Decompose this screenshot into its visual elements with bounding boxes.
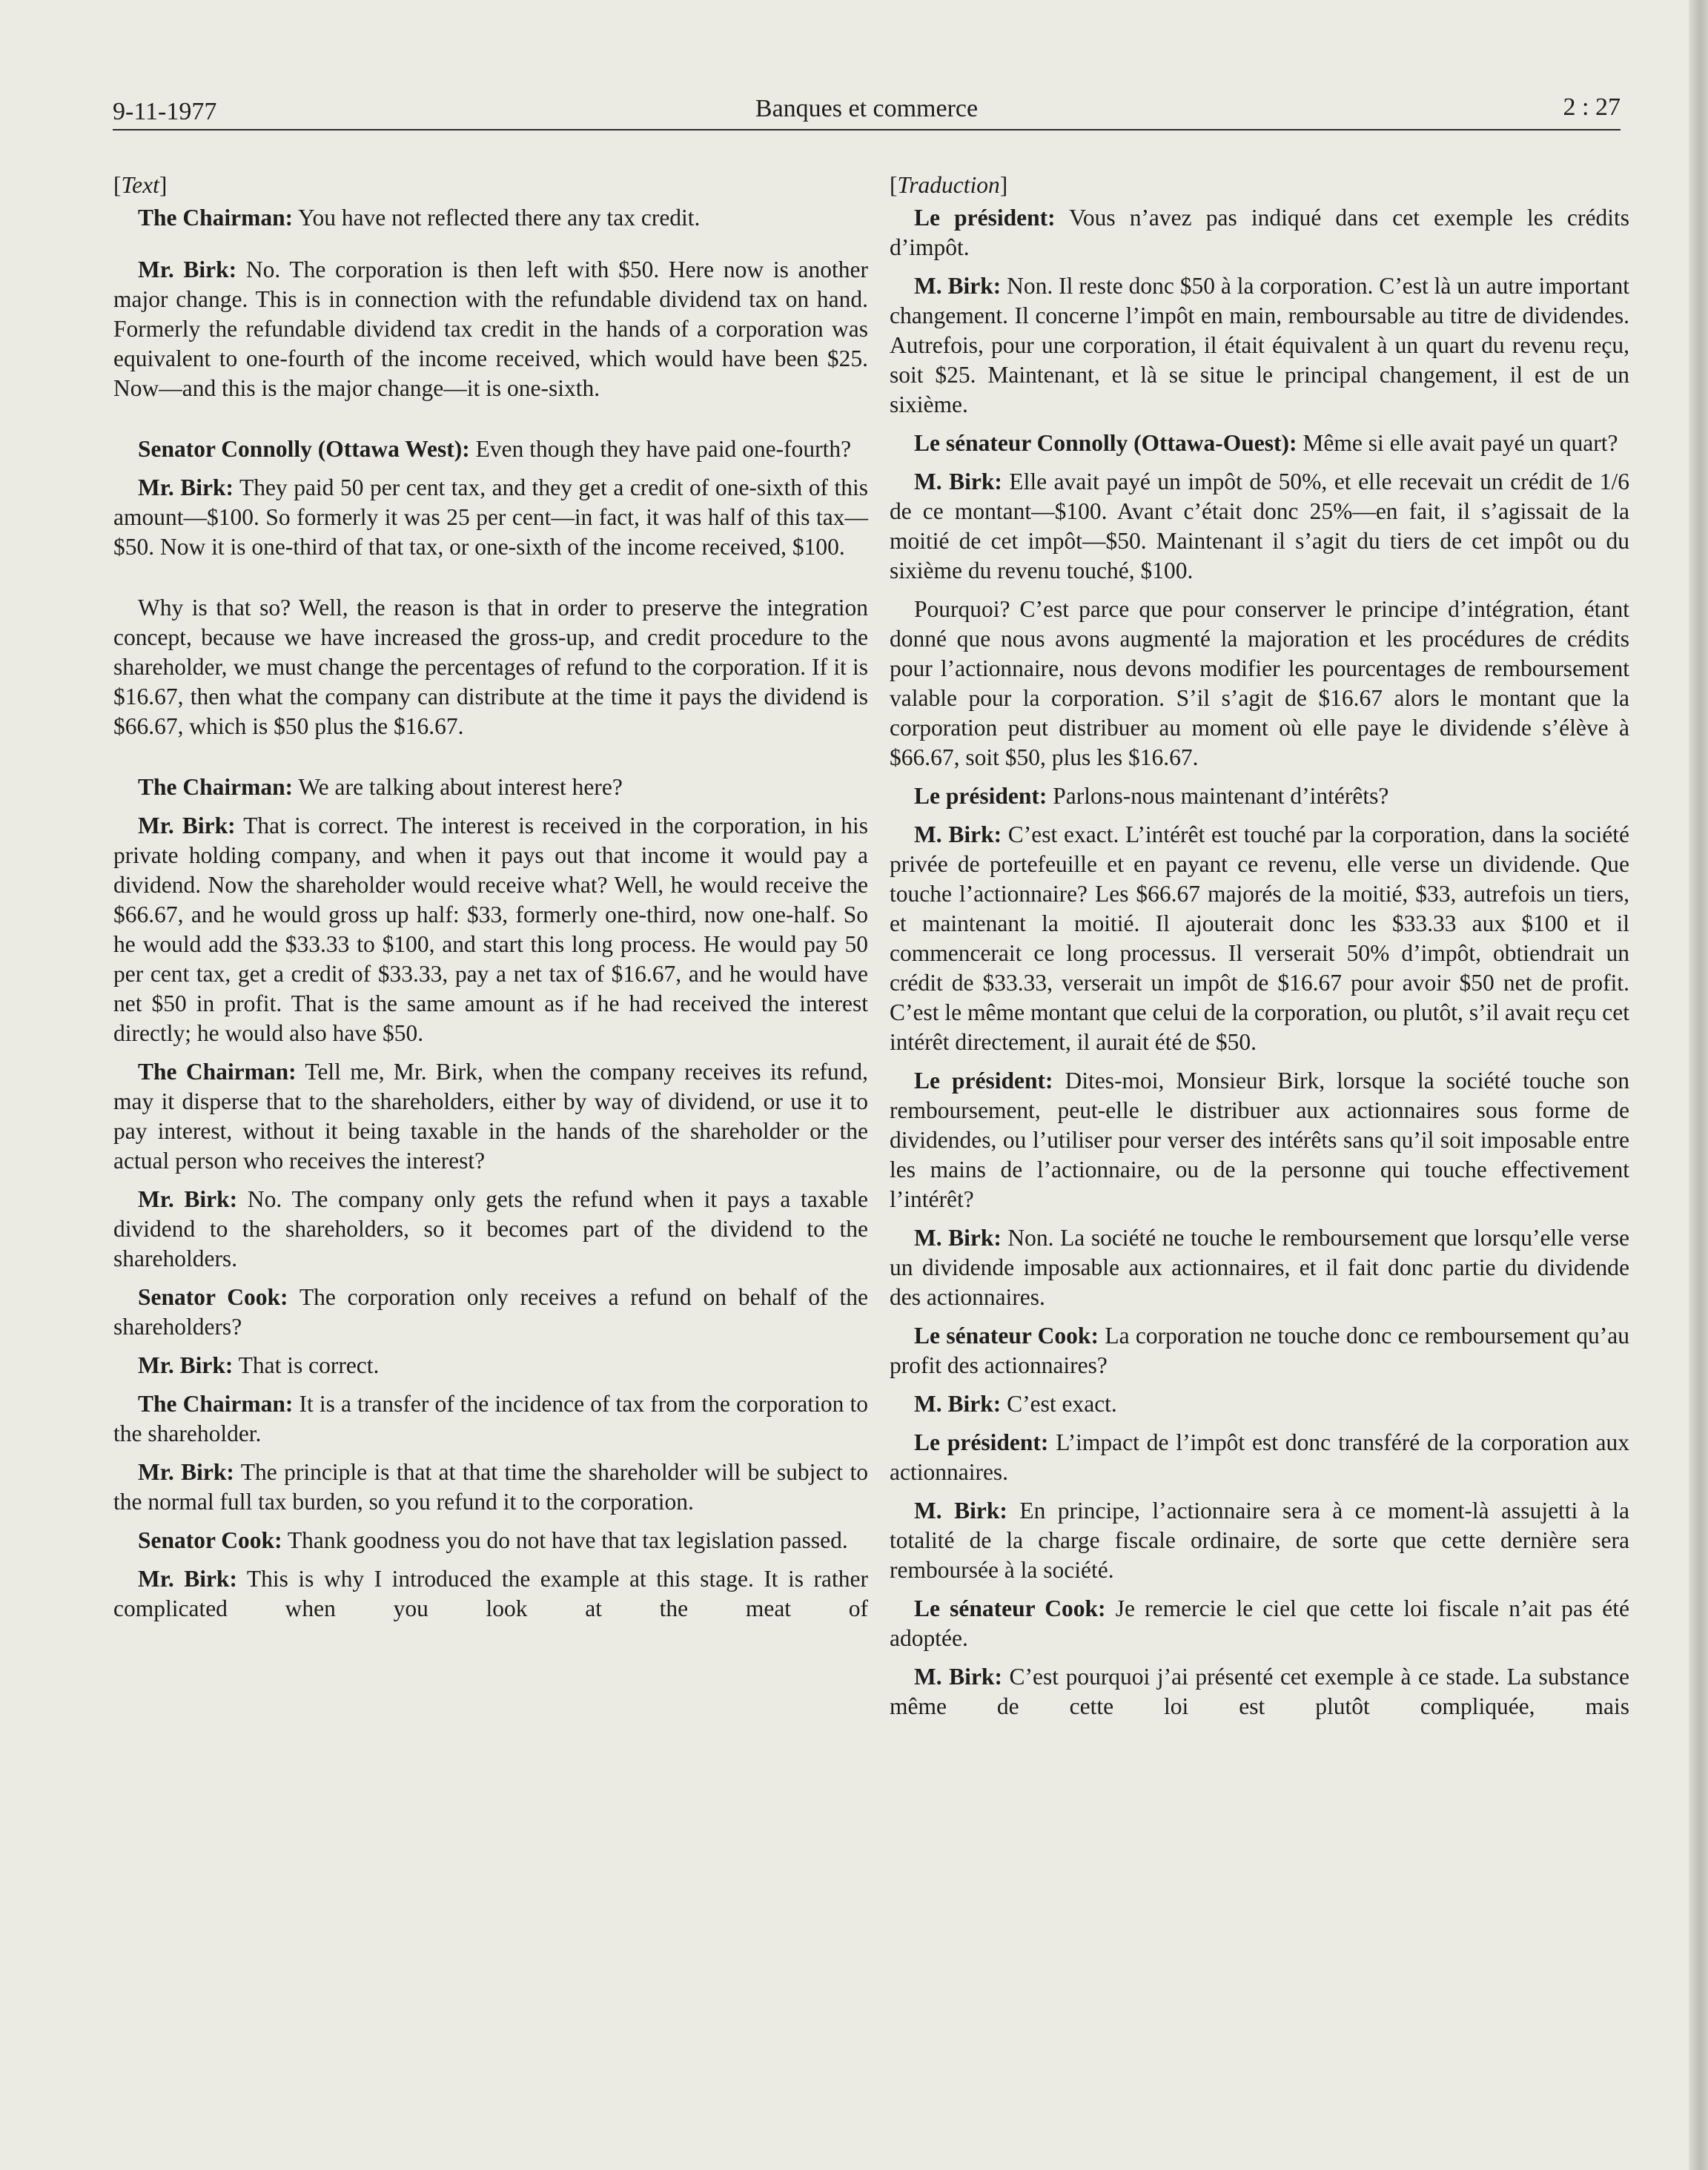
paragraph: Mr. Birk: That is correct. [138,1352,380,1378]
speaker: M. Birk: [914,1391,1002,1417]
text-tag: [Text] [113,172,168,198]
paragraph: Why is that so? Well, the reason is that in order to preserve the integration concept, because we have increased the gross-up, and credit procedure to the shareholder, we must change the percentages of refund to the corporation. If it is $16.67, then what the company can distribute at the time it pays the dividend is $66.67, which is $50 plus the $16.67. [113,595,868,739]
paragraph: Mr. Birk: The principle is that at that time the shareholder will be subject to the normal full tax burden, so you refund it to the corporation. [113,1459,869,1515]
paragraph: M. Birk: Non. Il reste donc $50 à la corporation. C’est là un autre important changement. Il concerne l’impôt en main, remboursable au titre de dividendes. Autrefois, pour une corporation, il était équivalent à un quart du revenu reçu, soit $25. Maintenant, et là se situe le principal changement, il est de un sixième. [890,273,1630,417]
speaker: Le sénateur Cook: [914,1323,1099,1349]
paragraph: Le président: L’impact de l’impôt est donc transféré de la corporation aux actionnaires. [890,1429,1629,1485]
speaker: Mr. Birk: [138,1459,234,1485]
header-title: Banques et commerce [755,95,979,122]
speaker: Le président: [914,1429,1049,1455]
paragraph: The Chairman: It is a transfer of the incidence of tax from the corporation to the shareholder. [113,1391,868,1446]
header-date: 9-11-1977 [113,98,217,125]
speaker: Le président: [914,205,1056,231]
speaker: Le sénateur Cook: [914,1595,1106,1621]
speaker: M. Birk: [914,1225,1002,1251]
paragraph: The Chairman: We are talking about interest here? [138,774,623,800]
speaker: M. Birk: [914,469,1002,494]
speaker: M. Birk: [914,1498,1007,1524]
speaker: Le président: [914,1068,1053,1094]
speaker: M. Birk: [914,821,1002,847]
french-column [890,171,1629,1730]
speaker: Mr. Birk: [138,813,236,838]
paragraph: Le sénateur Cook: Je remercie le ciel que cette loi fiscale n’ait pas été adoptée. [890,1595,1629,1651]
running-header [113,87,1621,130]
speaker: The Chairman: [138,1059,297,1085]
speaker: M. Birk: [914,1664,1002,1690]
paragraph: Pourquoi? C’est parce que pour conserver le principe d’intégration, étant donné que nous avons augmenté la majoration et les procédures de crédits pour l’actionnaire, nous devons modifier les pourcentages de remboursement valable pour la corporation. S’il s’agit de $16.67 alors le montant que la corporation peut distribuer au moment où elle paye le dividende s’élève à $66.67, soit $50, plus les $16.67. [890,596,1629,770]
paragraph: Le président: Dites-moi, Monsieur Birk, lorsque la société touche son remboursement, peut-elle le distribuer aux actionnaires sous forme de dividendes, ou l’utiliser pour verser des intérêts sans qu’il soit imposable entre les mains de l’actionnaire, ou de la personne qui touche effectivement l’intérêt? [890,1068,1629,1212]
english-column [113,171,868,1633]
speaker: Mr. Birk: [138,257,237,282]
paragraph: Le sénateur Connolly (Ottawa-Ouest): Même si elle avait payé un quart? [914,430,1618,456]
paragraph: Senator Cook: The corporation only receives a refund on behalf of the shareholders? [113,1284,868,1340]
paragraph: M. Birk: C’est pourquoi j’ai présenté cet exemple à ce stade. La substance même de cette loi est plutôt compliquée, mais [890,1664,1629,1719]
page-edge [1689,0,1708,2170]
speaker: Mr. Birk: [138,1352,234,1378]
paragraph: Senator Connolly (Ottawa West): Even though they have paid one-fourth? [138,436,852,462]
paragraph: M. Birk: C’est exact. [914,1391,1117,1417]
paragraph: Senator Cook: Thank goodness you do not have that tax legislation passed. [138,1527,848,1553]
paragraph: M. Birk: En principe, l’actionnaire sera à ce moment-là assujetti à la totalité de la charge fiscale ordinaire, de sorte que cette dernière sera remboursée à la société. [890,1498,1629,1583]
paragraph: Le président: Parlons-nous maintenant d’intérêts? [914,783,1389,809]
paragraph: Mr. Birk: No. The company only gets the refund when it pays a taxable dividend to the shareholders, so it becomes part of the dividend to the shareholders. [113,1186,868,1271]
speaker: Senator Cook: [138,1527,282,1553]
speaker: Mr. Birk: [138,474,234,500]
speaker: The Chairman: [138,205,294,231]
paragraph: Le sénateur Cook: La corporation ne touche donc ce remboursement qu’au profit des actionnaires? [890,1323,1629,1378]
speaker: Le président: [914,783,1047,809]
speaker: M. Birk: [914,273,1002,299]
paragraph: Mr. Birk: No. The corporation is then left with $50. Here now is another major change. This is in connection with the refundable dividend tax on hand. Formerly the refundable dividend tax credit in the hands of a corporation was equivalent to one-fourth of the income received, which would have been $25. Now—and this is the major change—it is one-sixth. [113,257,868,401]
paragraph: Mr. Birk: They paid 50 per cent tax, and they get a credit of one-sixth of this amount—$100. So formerly it was 25 per cent—in fact, it was half of this tax—$50. Now it is one-third of that tax, or one-sixth of the income received, $100. [113,474,868,560]
speaker: Senator Cook: [138,1284,288,1310]
speaker: Senator Connolly (Ottawa West): [138,436,470,462]
speaker: The Chairman: [138,1391,294,1417]
paragraph: Mr. Birk: This is why I introduced the example at this stage. It is rather complicated when you look at the meat of [113,1566,868,1621]
paragraph: M. Birk: Non. La société ne touche le remboursement que lorsqu’elle verse un dividende imposable aux actionnaires, et il fait donc partie du dividende des actionnaires. [890,1225,1629,1310]
paragraph: The Chairman: You have not reflected there any tax credit. [138,205,701,231]
paragraph: Mr. Birk: That is correct. The interest is received in the corporation, in his private holding company, and when it pays out that income it would pay a dividend. Now the shareholder would receive what? Well, he would receive the $66.67, and he would gross up half: $33, formerly one-third, now one-half. So he would add the $33.33 to $100, and start this long process. He would pay 50 per cent tax, get a credit of $33.33, pay a net tax of $16.67, and he would have net $50 in profit. That is the same amount as if he had received the interest directly; he would also have $50. [113,813,869,1046]
speaker: Le sénateur Connolly (Ottawa-Ouest): [914,430,1297,456]
speaker: Mr. Birk: [138,1186,238,1212]
paragraph: M. Birk: C’est exact. L’intérêt est touché par la corporation, dans la société privée de portefeuille et en payant ce revenu, elle verse un dividende. Que touche l’actionnaire? Les $66.67 majorés de la moitié, $33, autrefois un tiers, et maintenant la moitié. Il ajouterait donc les $33.33 aux $100 et il commencerait ce long processus. Il verserait 50% d’impôt, obtiendrait un crédit de $33.33, verserait un impôt de $16.67 pour avoir $50 net de profit. C’est le même montant que celui de la corporation, ou plutôt, s’il avait reçu cet intérêt directement, il aurait été de $50. [890,821,1629,1055]
paragraph: Le président: Vous n’avez pas indiqué dans cet exemple les crédits d’impôt. [890,205,1629,260]
translation-tag: [Traduction] [890,172,1008,198]
speaker: Mr. Birk: [138,1566,237,1592]
paragraph: M. Birk: Elle avait payé un impôt de 50%, et elle recevait un crédit de 1/6 de ce montant—$100. Avant c’était donc 25%—en fait, il s’agissait de la moitié de cet impôt—$50. Maintenant il s’agit du tiers de cet impôt ou du sixième du revenu touché, $100. [890,469,1630,583]
speaker: The Chairman: [138,774,294,800]
paragraph: The Chairman: Tell me, Mr. Birk, when the company receives its refund, may it disperse that to the shareholders, either by way of dividend, or use it to pay interest, without it being taxable in the hands of the shareholder or the actual person who receives the interest? [113,1059,869,1174]
header-page-number: 2 : 27 [1563,93,1621,121]
